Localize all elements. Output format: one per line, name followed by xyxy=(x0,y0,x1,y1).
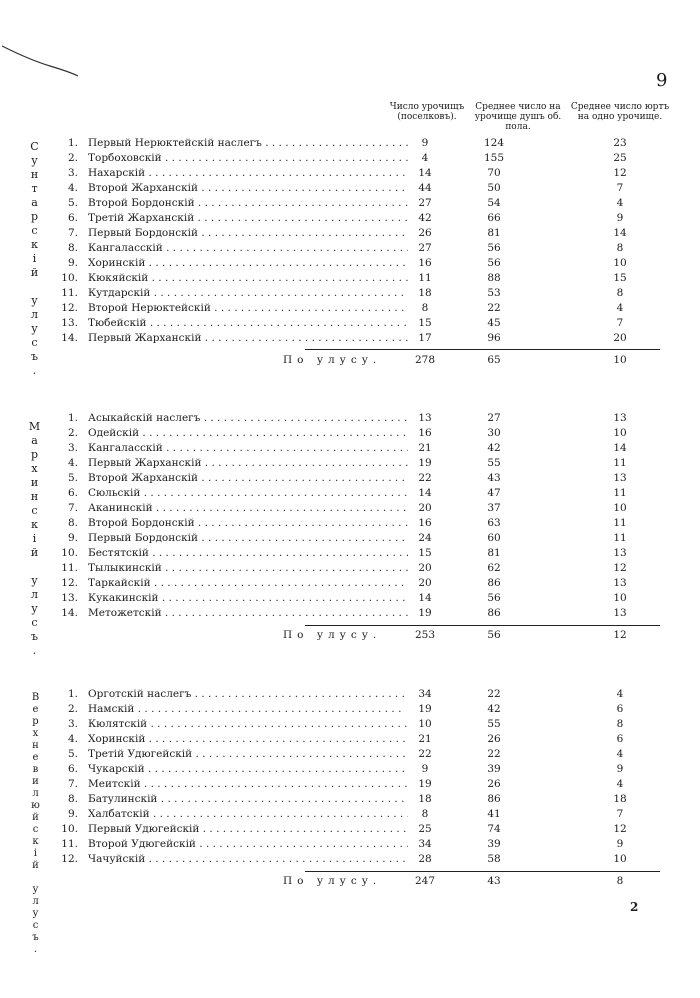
section-total-row: По улусу. 247 43 8 xyxy=(283,875,624,887)
total-rule xyxy=(305,349,660,350)
section-total-row: По улусу. 278 65 10 xyxy=(283,354,627,366)
column-header-avg-souls: Среднее число на урочище душъ об. пола. xyxy=(474,102,562,132)
section-total-row: По улусу. 253 56 12 xyxy=(283,629,627,641)
column-header-avg-yurts: Среднее число юртъ на одно урочище. xyxy=(570,102,670,122)
total-rule xyxy=(305,871,660,872)
footer-mark: 2 xyxy=(630,900,639,914)
section-2-vertical-label: Мархинскій улусъ. xyxy=(28,420,41,658)
section-1-vertical-label: Сунтарскій улусъ. xyxy=(28,140,41,378)
section-3-vertical-label: Верхневилюйскій улусъ. xyxy=(30,692,41,956)
margin-pen-stroke xyxy=(0,40,90,85)
column-header-settlements: Число урочищъ (поселковъ). xyxy=(389,102,465,122)
page-number: 9 xyxy=(656,70,668,91)
total-rule xyxy=(305,625,660,626)
